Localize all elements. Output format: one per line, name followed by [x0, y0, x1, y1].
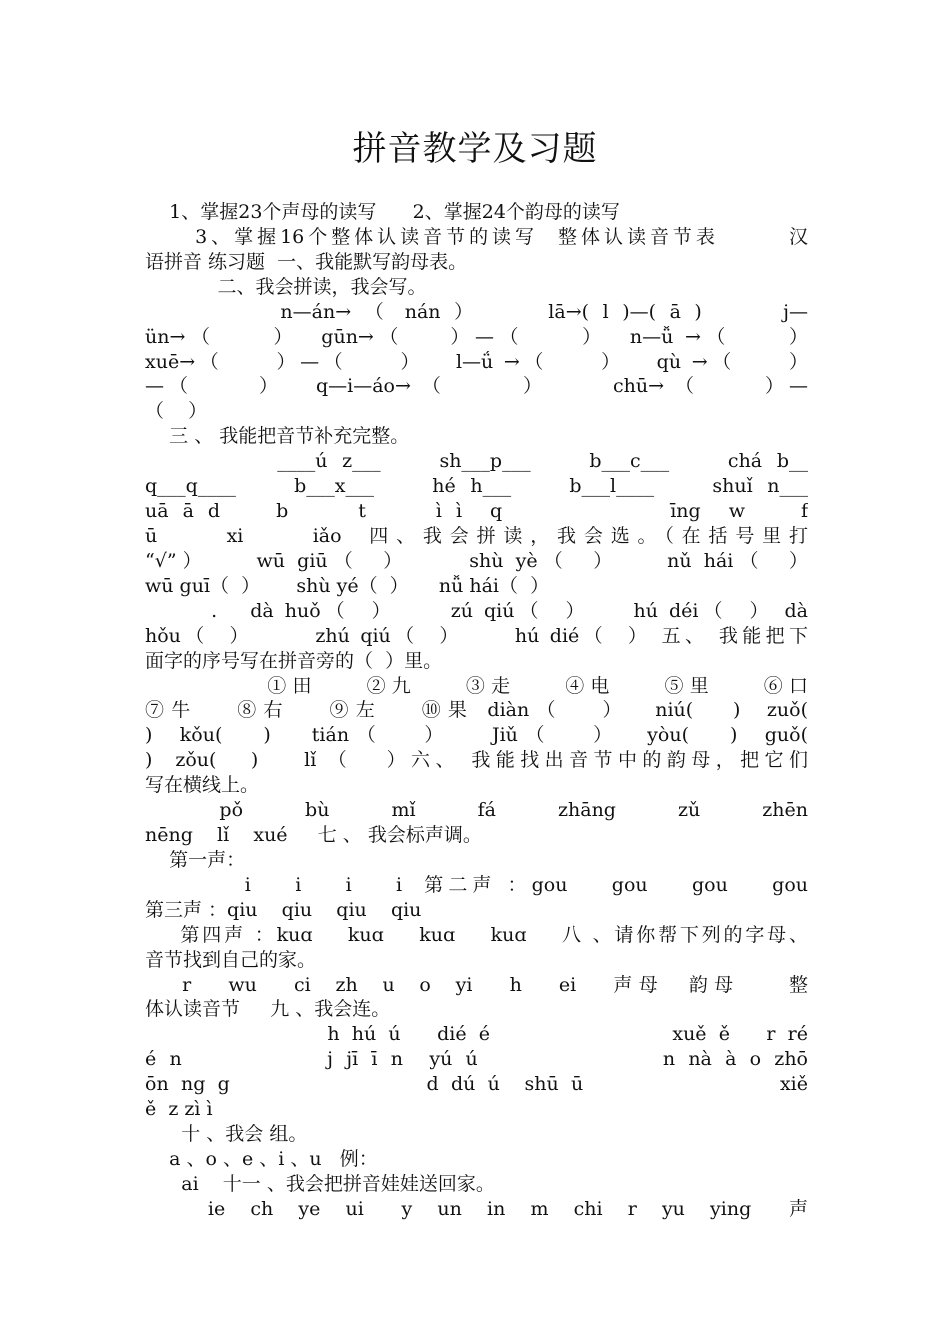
text-line: pǒ bù mǐ fá zhāng zǔ zhēn [145, 799, 808, 822]
text-line: ün→（ ） gūn→（ ）—（ ） n—ǚ →（ ） [145, 325, 808, 348]
text-line: ai 十一 、我会把拼音娃娃送回家。 [145, 1172, 495, 1195]
text-line: q___q____ b___x___ hé h___ b___l____ shuǐ n___ [145, 475, 808, 498]
text-line: 语拼音 练习题 一、我能默写韵母表。 [145, 250, 468, 273]
text-line: nēng lǐ xué 七 、 我会标声调。 [145, 824, 482, 846]
text-line: 第三声 ：qiu qiu qiu qiu [145, 898, 422, 921]
text-line: é n j jī ī n yú ú n nà à o zhō [145, 1048, 808, 1071]
text-line: 第四声 ：kuɑ kuɑ kuɑ kuɑ 八 、请你帮下列的字母、 [145, 923, 808, 946]
text-line: 第一声： [145, 848, 246, 871]
text-line: i i i i 第二声 ：gou gou gou gou [145, 873, 808, 896]
text-line: 写在横线上。 [145, 774, 260, 797]
text-line: ⑦牛 ⑧右 ⑨左 ⑩果 diàn（ ） niú( ) zuǒ( [145, 699, 808, 722]
text-line: —（ ） q—i—áo→ （ ） chū→ （ ）— [145, 375, 808, 398]
text-line: 面字的序号写在拼音旁的（ ）里。 [145, 649, 443, 672]
text-line: 十 、我会 组。 [145, 1123, 308, 1145]
text-line: ě z zì ì [145, 1098, 213, 1121]
text-line: . dà huǒ（ ） zú qiú（ ） hú déi（ ） dà [145, 599, 808, 622]
text-line: hǒu（ ） zhú qiú（ ） hú dié（ ） 五、 我能把下 [145, 624, 808, 647]
text-line: ū xi iǎo 四、我会拼读，我会选。（在括号里打 [145, 525, 808, 547]
text-line: 1、掌握23个声母的读写 2、掌握24个韵母的读写 [145, 201, 620, 223]
text-line: ) zǒu( ) lǐ （ ）六、 我能找出音节中的韵母，把它们 [145, 749, 808, 772]
text-line: r wu ci zh u o yi h ei 声母 韵母 整 [145, 973, 808, 996]
text-line: wū guī（ ） shù yé（ ） nǚ hái（ ） [145, 574, 550, 597]
text-line: “√”） wū giū（ ） shù yè（ ） nǔ hái（ ） [145, 549, 808, 572]
text-line: 音节找到自己的家。 [145, 948, 317, 971]
text-line: ①田 ②九 ③走 ④电 ⑤里 ⑥口 [145, 674, 808, 697]
text-line: a 、o 、e 、i 、u 例： [145, 1148, 378, 1170]
text-line: ) kǒu( ) tián（ ） Jiǔ（ ） yòu( ) guǒ( [145, 724, 808, 747]
text-line: 体认读音节 九 、我会连。 [145, 998, 391, 1021]
text-line: ____ú z___ sh___p___ b___c___ chá b__ [145, 450, 808, 473]
text-line: xuē→（ ）—（ ） l—ǘ →（ ） qù →（ ） [145, 350, 808, 373]
text-line: （ ） [145, 400, 208, 423]
text-line: h hú ú dié é xuě ě r ré [145, 1023, 808, 1046]
text-line: uā ā d b t ì ì q īng w f [145, 500, 808, 522]
text-line: 3、掌握16个整体认读音节的读写 整体认读音节表 汉 [145, 225, 808, 248]
text-line: ōn ng g d dú ú shū ū xiě [145, 1073, 808, 1096]
text-line: n—án→ （ nán ） lā→( l )—( ā ) j— [145, 300, 808, 323]
text-line: ie ch ye ui y un in m chi r yu ying 声 [145, 1197, 808, 1220]
text-line: 三 、 我能把音节补充完整。 [145, 425, 410, 448]
document-title: 拼音教学及习题 [352, 129, 598, 169]
text-line: 二、我会拼读，我会写。 [145, 275, 427, 298]
